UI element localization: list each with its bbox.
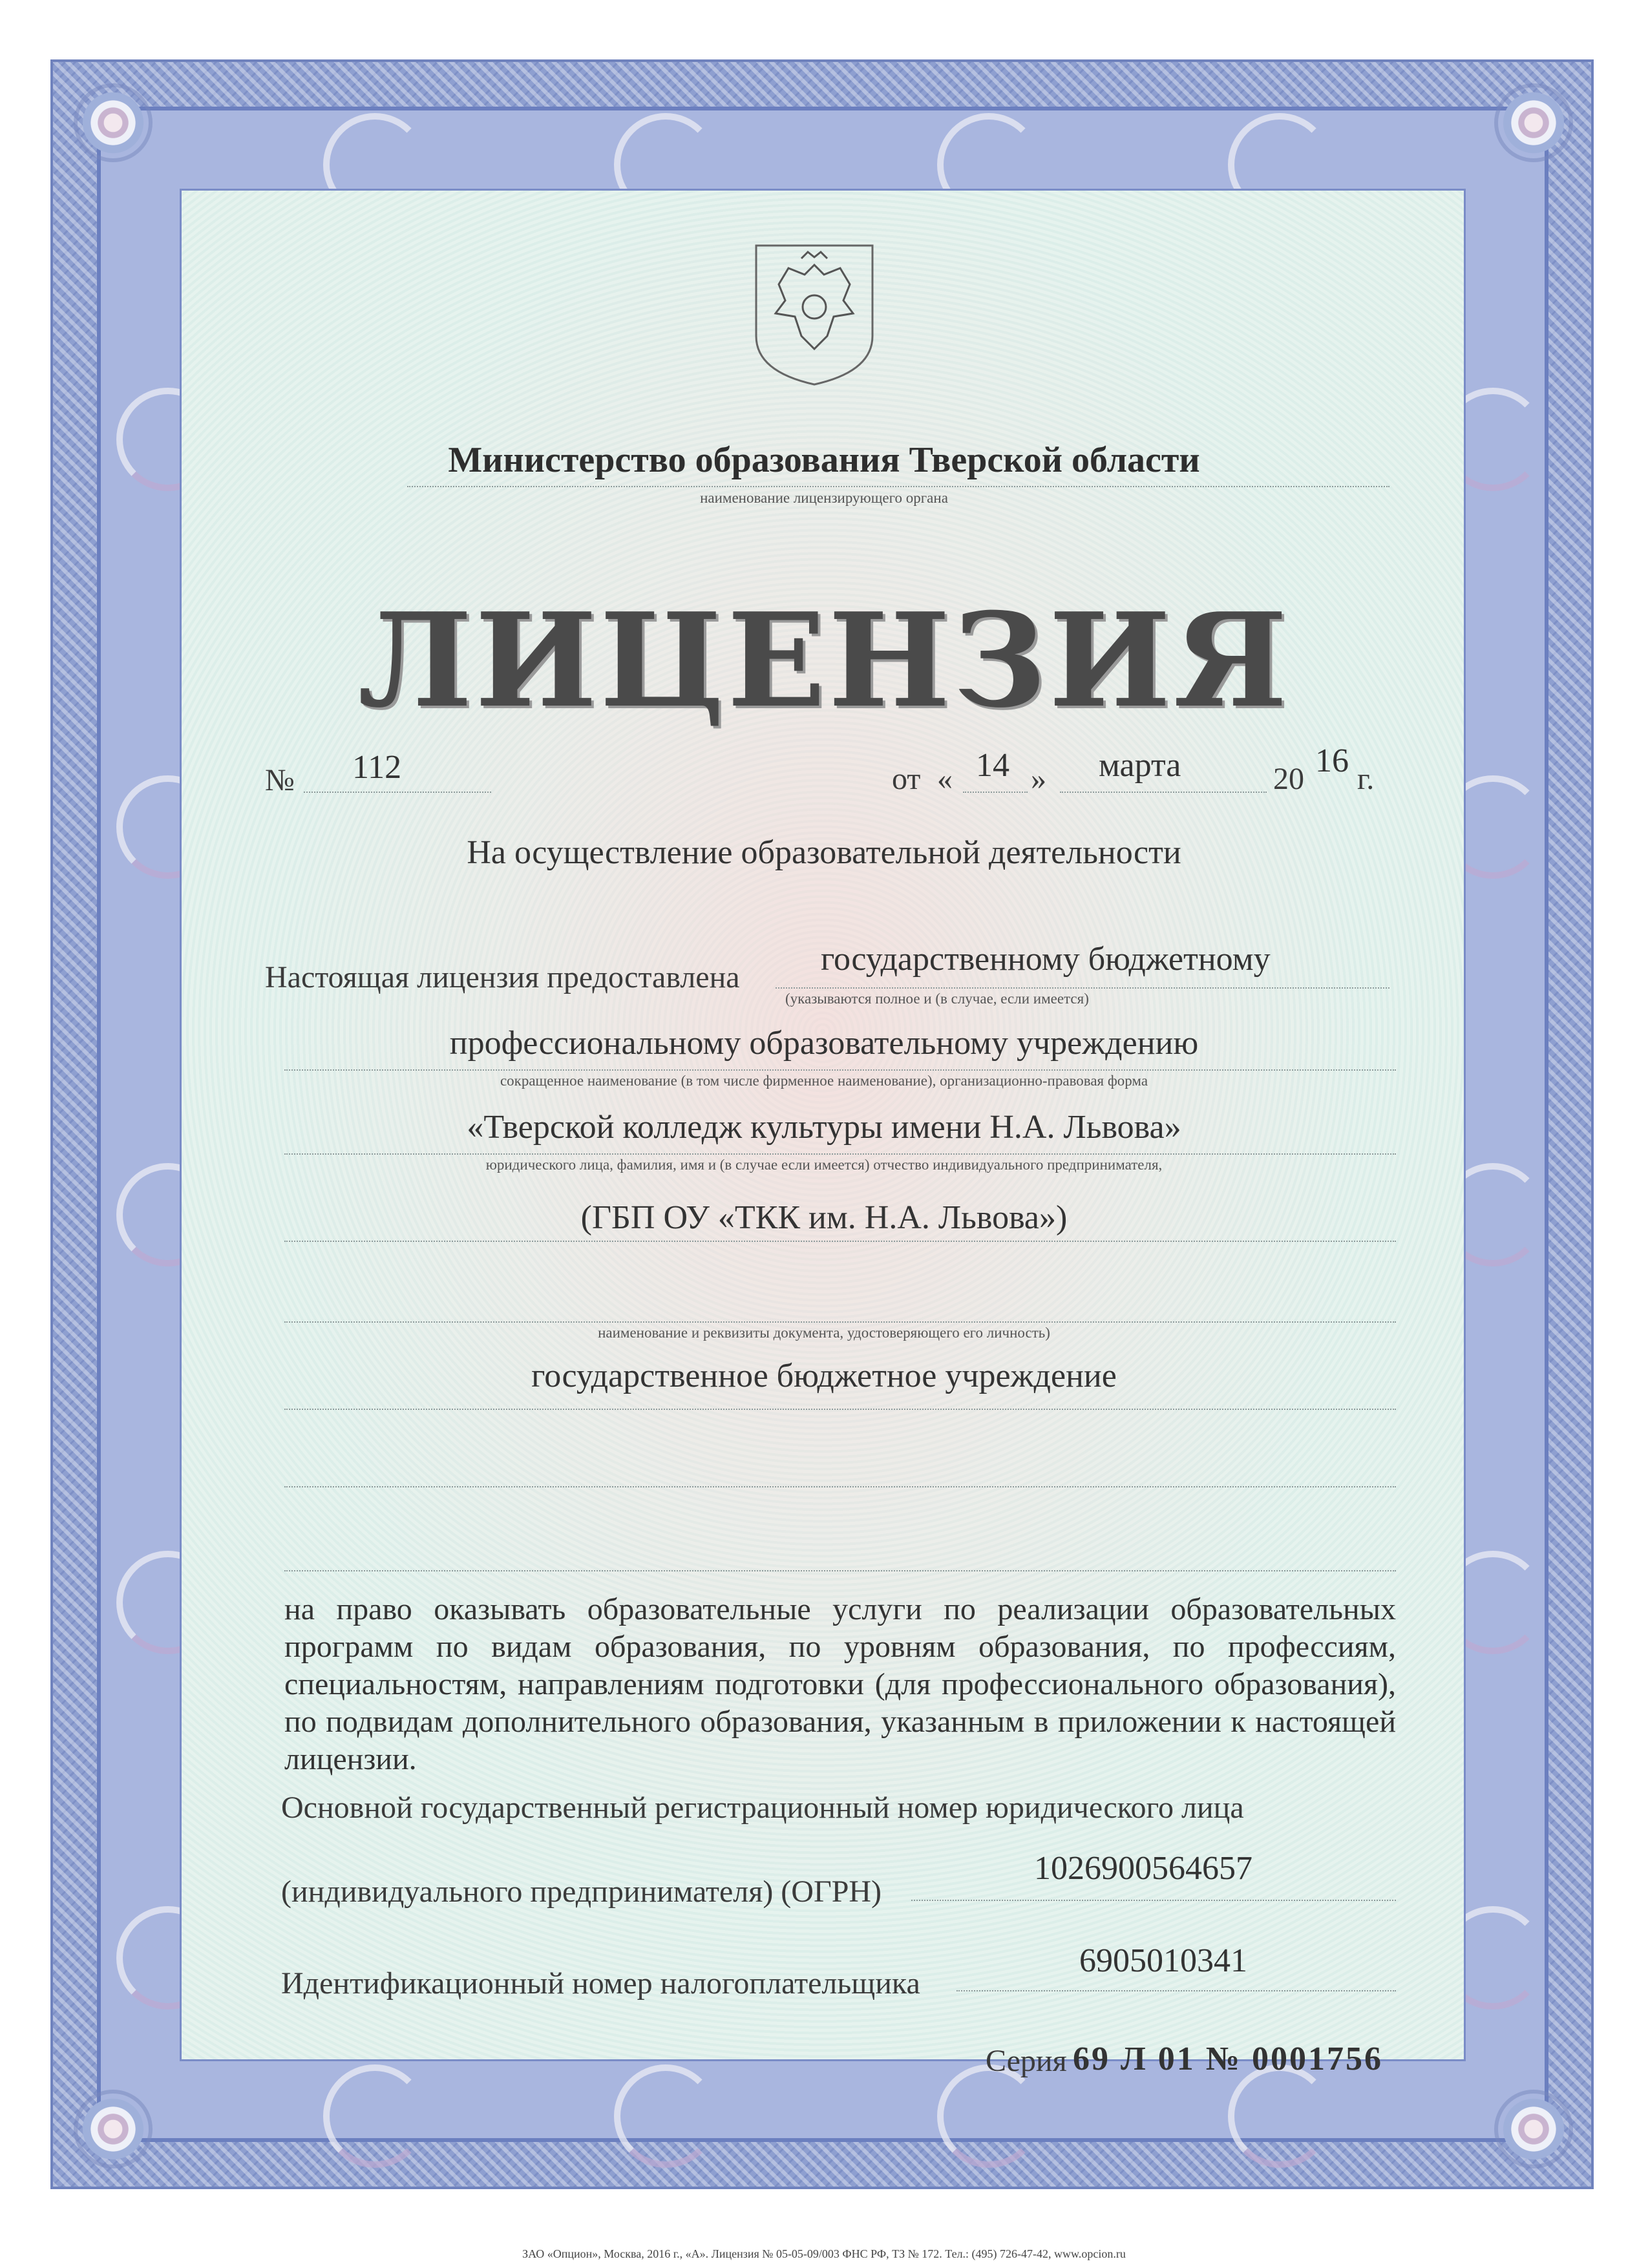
granted-label: Настоящая лицензия предоставлена	[265, 960, 740, 994]
date-close-quote: »	[1031, 762, 1046, 796]
issuer-caption: наименование лицензирующего органа	[700, 490, 948, 506]
corner-rosette	[78, 2094, 149, 2165]
licensee-caption-1: (указываются полное и (в случае, если имеется)	[785, 991, 1089, 1007]
licensee-caption-2: сокращенное наименование (в том числе фирменное наименование), организационно-правовая форма	[500, 1073, 1148, 1089]
ogrn-label-2: (индивидуального предпринимателя) (ОГРН)	[281, 1874, 882, 1909]
border-ornament	[614, 2064, 717, 2168]
issuer-underline	[407, 486, 1389, 487]
ogrn-underline	[911, 1900, 1396, 1901]
licensee-underline-5	[284, 1321, 1396, 1323]
border-ornament	[1228, 2064, 1331, 2168]
licensee-line-4: (ГБП ОУ «ТКК им. Н.А. Львова»)	[580, 1199, 1068, 1236]
licensee-underline-7	[284, 1486, 1396, 1487]
day-underline	[963, 792, 1028, 793]
licensee-caption-4: наименование и реквизиты документа, удостоверяющего его личность)	[598, 1325, 1050, 1341]
ogrn-value: 1026900564657	[1034, 1850, 1252, 1887]
document-title: ЛИЦЕНЗИЯ	[357, 585, 1291, 737]
licensee-underline-6	[284, 1409, 1396, 1410]
inn-label: Идентификационный номер налогоплательщика	[281, 1966, 920, 2000]
date-day: 14	[976, 747, 1009, 784]
corner-rosette	[78, 87, 149, 158]
inn-underline	[956, 1990, 1396, 1991]
date-year-suffix: 16	[1315, 742, 1349, 779]
licensee-caption-3: юридического лица, фамилия, имя и (в случае если имеется) отчество индивидуального предпринимателя,	[485, 1157, 1163, 1173]
border-ornament	[323, 2064, 427, 2168]
corner-rosette	[1498, 2094, 1569, 2165]
licensee-line-5: государственное бюджетное учреждение	[531, 1358, 1117, 1394]
licensee-underline-4	[284, 1241, 1396, 1242]
rights-text: на право оказывать образовательные услуги по реализации образовательных программ по видам образования, по уровням образования, по профессиям, специальностям, направлениям подготовки (для профессионального образования), по подвидам дополнительного образования, указанным в приложении к настоящей лицензии.	[284, 1592, 1396, 1776]
month-underline	[1060, 792, 1267, 793]
date-year-prefix: 20	[1273, 762, 1304, 796]
date-open-quote: «	[937, 762, 953, 796]
border-ornament	[937, 2064, 1041, 2168]
licensee-underline-3	[284, 1153, 1396, 1155]
licensee-underline-2	[284, 1069, 1396, 1071]
licensee-line-1: государственному бюджетному	[821, 941, 1271, 978]
licensee-line-2: профессиональному образовательному учреждению	[449, 1025, 1199, 1062]
issuer-name: Министерство образования Тверской области	[448, 440, 1200, 480]
license-number: 112	[352, 749, 402, 786]
date-month: марта	[1099, 747, 1181, 784]
date-from-label: от	[892, 762, 921, 796]
inn-value: 6905010341	[1079, 1942, 1247, 1979]
number-sign: №	[265, 763, 295, 797]
licensee-underline-8	[284, 1570, 1396, 1571]
date-year-unit: г.	[1357, 762, 1375, 796]
series-label: Серия	[986, 2044, 1067, 2078]
corner-rosette	[1498, 87, 1569, 158]
ogrn-label-1: Основной государственный регистрационный номер юридического лица	[281, 1790, 1244, 1825]
licensee-underline-1	[776, 987, 1389, 989]
license-purpose: На осуществление образовательной деятельности	[467, 834, 1181, 871]
series-value: 69 Л 01 № 0001756	[1073, 2041, 1383, 2077]
licensee-line-3: «Тверской колледж культуры имени Н.А. Львова»	[467, 1109, 1181, 1146]
number-underline	[304, 792, 491, 793]
printer-footer: ЗАО «Опцион», Москва, 2016 г., «А». Лицензия № 05-05-09/003 ФНС РФ, ТЗ № 172. Тел.: (495) 726-47-42, www.opcion.ru	[522, 2247, 1126, 2260]
coat-of-arms-emblem	[750, 239, 879, 388]
